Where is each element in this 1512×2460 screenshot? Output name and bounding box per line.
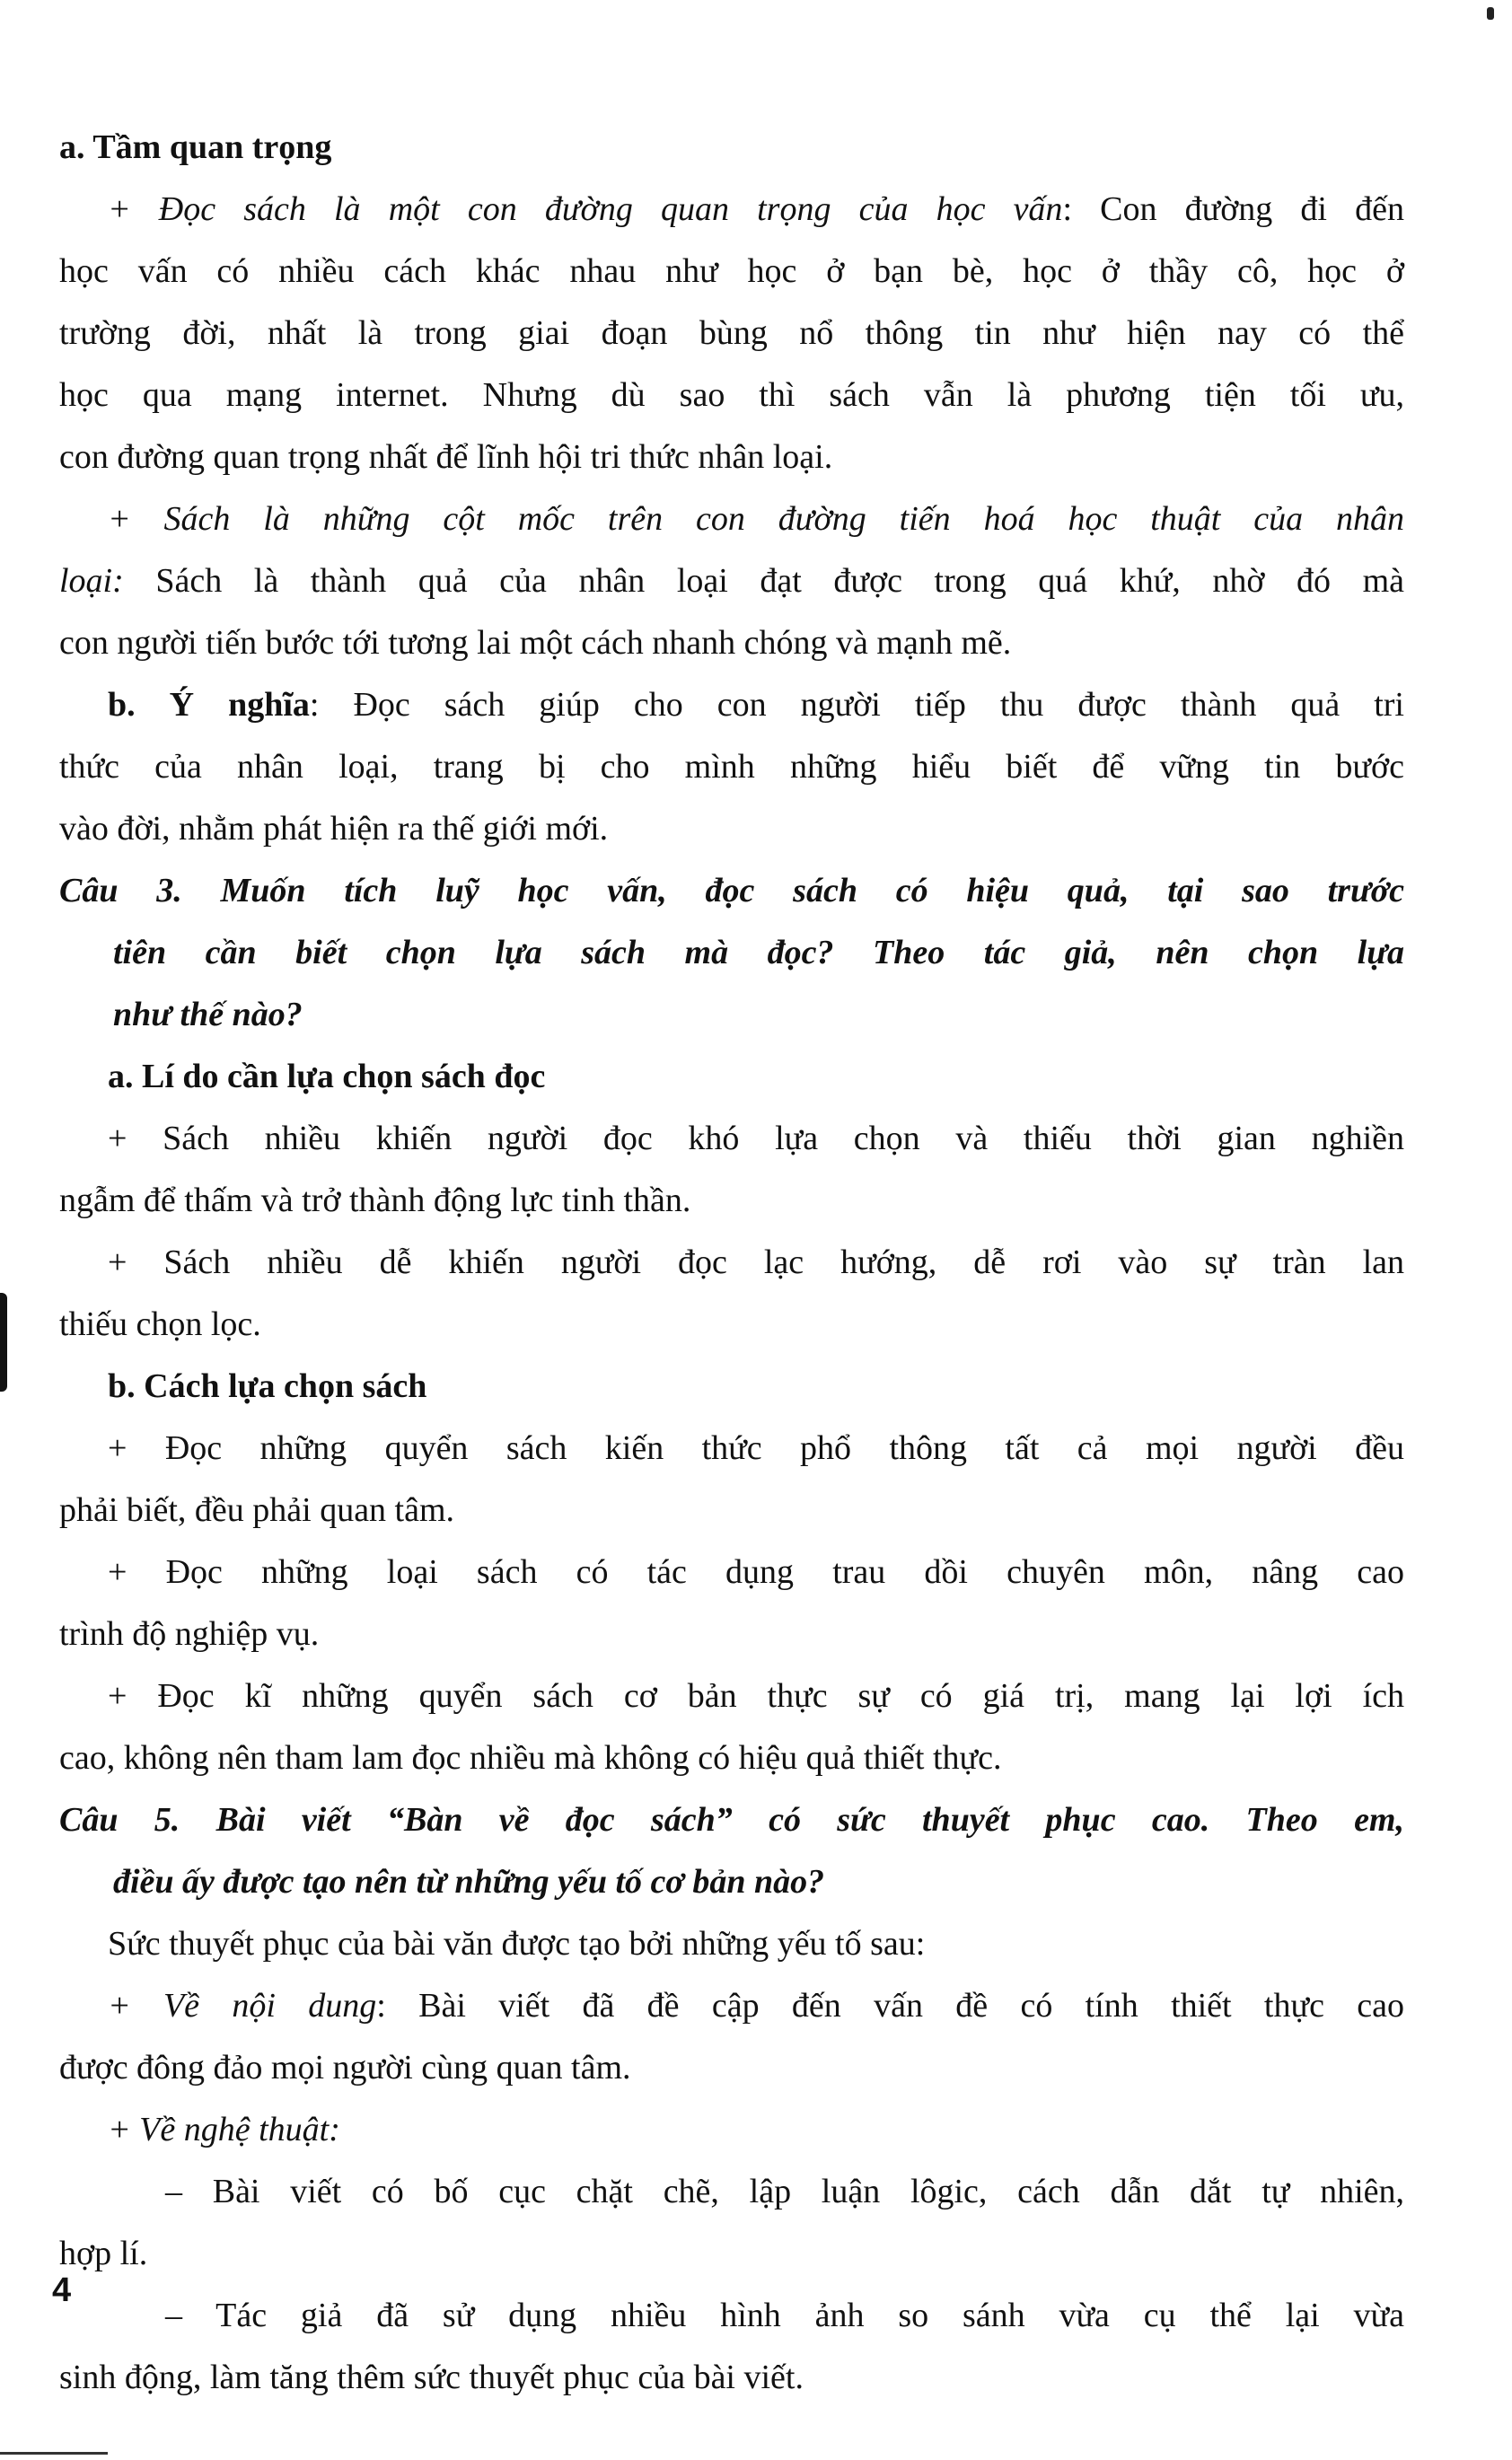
question-5-line: điều ấy được tạo nên từ những yếu tố cơ bản nào?: [113, 1863, 825, 1901]
paragraph-line: [59, 179, 1404, 241]
paragraph-line: được đông đảo mọi người cùng quan tâm.: [59, 2049, 631, 2087]
question-3-line: như thế nào?: [113, 996, 303, 1033]
paragraph-line: sinh động, làm tăng thêm sức thuyết phục của bài viết.: [59, 2359, 804, 2396]
text-run: Sách là thành quả của nhân loại đạt được trong quá khứ, nhờ đó mà: [123, 562, 1404, 600]
paragraph-line: [59, 488, 1404, 550]
paragraph-line: Sức thuyết phục của bài văn được tạo bởi những yếu tố sau:: [108, 1925, 926, 1963]
paragraph-line: + Đọc những loại sách có tác dụng trau dồi chuyên môn, nâng cao: [108, 1553, 1404, 1591]
paragraph-line: thiếu chọn lọc.: [59, 1305, 261, 1343]
paragraph-line: con người tiến bước tới tương lai một cách nhanh chóng và mạnh mẽ.: [59, 624, 1012, 662]
heading-meaning: b. Ý nghĩa: [108, 686, 310, 724]
paragraph-line: trình độ nghiệp vụ.: [59, 1615, 320, 1653]
text-run: : Đọc sách giúp cho con người tiếp thu được thành quả tri: [309, 686, 1404, 724]
paragraph-line: [59, 550, 1404, 612]
heading-importance: a. Tầm quan trọng: [59, 128, 332, 166]
paragraph-line: + Sách nhiều dễ khiến người đọc lạc hướng, dễ rơi vào sự tràn lan: [108, 1243, 1404, 1281]
paragraph-line: [59, 2099, 1404, 2161]
paragraph-line: ngẫm để thấm và trở thành động lực tinh thần.: [59, 1182, 691, 1219]
text-run: : Bài viết đã đề cập đến vấn đề có tính thiết thực cao: [376, 1987, 1404, 2025]
paragraph-line: hợp lí.: [59, 2235, 148, 2272]
italic-lead: + Đọc sách là một con đường quan trọng của học vấn: [108, 190, 1063, 228]
paragraph-line: cao, không nên tham lam đọc nhiều mà không có hiệu quả thiết thực.: [59, 1739, 1002, 1777]
paragraph-line: [59, 1975, 1404, 2037]
paragraph-line: phải biết, đều phải quan tâm.: [59, 1491, 455, 1529]
paragraph-line: + Sách nhiều khiến người đọc khó lựa chọn và thiếu thời gian nghiền: [108, 1120, 1404, 1157]
paragraph-line: vào đời, nhằm phát hiện ra thế giới mới.: [59, 810, 609, 848]
text-run: : Con đường đi đến: [1062, 190, 1404, 228]
paragraph-line: học qua mạng internet. Nhưng dù sao thì sách vẫn là phương tiện tối ưu,: [59, 376, 1404, 414]
italic-lead: loại:: [59, 562, 124, 600]
italic-lead: + Sách là những cột mốc trên con đường tiến hoá học thuật của nhân: [108, 500, 1404, 538]
paragraph-line: con đường quan trọng nhất để lĩnh hội tri thức nhân loại.: [59, 438, 833, 476]
question-3-line: tiên cần biết chọn lựa sách mà đọc? Theo tác giả, nên chọn lựa: [113, 934, 1404, 971]
page-number: 4: [52, 2271, 72, 2309]
heading-reasons: a. Lí do cần lựa chọn sách đọc: [108, 1058, 546, 1095]
paragraph-line: học vấn có nhiều cách khác nhau như học ở bạn bè, học ở thầy cô, học ở: [59, 252, 1404, 290]
paragraph-line: + Đọc kĩ những quyển sách cơ bản thực sự có giá trị, mang lại lợi ích: [108, 1677, 1404, 1715]
paragraph-line: thức của nhân loại, trang bị cho mình những hiểu biết để vững tin bước: [59, 748, 1404, 786]
paragraph-line: – Bài viết có bố cục chặt chẽ, lập luận lôgic, cách dẫn dắt tự nhiên,: [165, 2173, 1404, 2210]
paragraph-line: + Đọc những quyển sách kiến thức phổ thông tất cả mọi người đều: [108, 1429, 1404, 1467]
heading-how-to-choose: b. Cách lựa chọn sách: [108, 1367, 427, 1405]
footer-rule: [0, 2452, 108, 2455]
scan-edge-mark: [0, 1293, 7, 1392]
italic-lead: + Về nội dung: [108, 1987, 377, 2025]
paragraph-line: [59, 674, 1404, 736]
paragraph-line: – Tác giả đã sử dụng nhiều hình ảnh so sánh vừa cụ thể lại vừa: [165, 2297, 1404, 2334]
scan-speck: [1487, 7, 1494, 20]
paragraph-line: trường đời, nhất là trong giai đoạn bùng nổ thông tin như hiện nay có thể: [59, 314, 1404, 352]
question-5-line: Câu 5. Bài viết “Bàn về đọc sách” có sức thuyết phục cao. Theo em,: [59, 1801, 1404, 1839]
question-3-line: Câu 3. Muốn tích luỹ học vấn, đọc sách có hiệu quả, tại sao trước: [59, 872, 1404, 909]
italic-lead: + Về nghệ thuật:: [108, 2111, 340, 2148]
